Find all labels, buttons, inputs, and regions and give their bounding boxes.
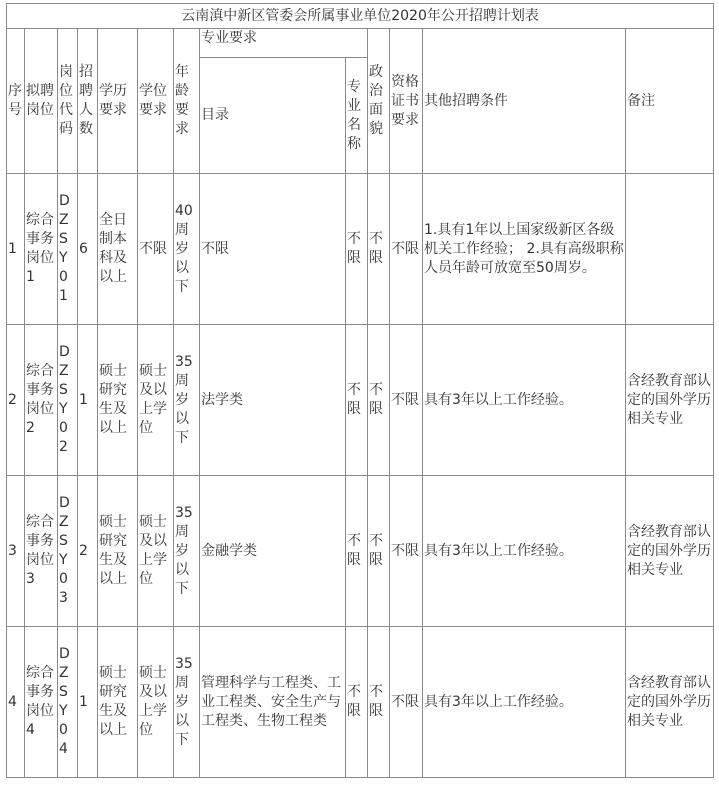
cell-remark: 含经教育部认定的国外学历相关专业	[626, 627, 714, 778]
header-age: 年龄要求	[174, 29, 200, 174]
cell-remark: 含经教育部认定的国外学历相关专业	[626, 325, 714, 476]
cell-age: 40周岁以下	[174, 174, 200, 325]
cell-no: 2	[7, 325, 25, 476]
cell-position: 综合事务岗位4	[25, 627, 58, 778]
cell-position: 综合事务岗位1	[25, 174, 58, 325]
cell-count: 1	[78, 325, 98, 476]
cell-major-name: 不限	[346, 476, 368, 627]
cell-political: 不限	[368, 627, 390, 778]
cell-no: 4	[7, 627, 25, 778]
cell-education: 全日制本科及以上	[98, 174, 138, 325]
cell-age: 35周岁以下	[174, 325, 200, 476]
cell-code: DZSY01	[58, 174, 78, 325]
header-other: 其他招聘条件	[423, 29, 626, 174]
cell-position: 综合事务岗位2	[25, 325, 58, 476]
cell-major-catalog: 金融学类	[200, 476, 346, 627]
header-political: 政治面貌	[368, 29, 390, 174]
header-code: 岗位代码	[58, 29, 78, 174]
cell-degree: 硕士及以上学位	[138, 627, 174, 778]
header-position: 拟聘岗位	[25, 29, 58, 174]
header-major-catalog: 目录	[200, 58, 346, 174]
cell-political: 不限	[368, 476, 390, 627]
table-row	[7, 476, 714, 627]
cell-major-catalog: 法学类	[200, 325, 346, 476]
cell-education: 硕士研究生及以上	[98, 627, 138, 778]
cell-position: 综合事务岗位3	[25, 476, 58, 627]
cell-code: DZSY03	[58, 476, 78, 627]
cell-degree: 不限	[138, 174, 174, 325]
cell-no: 3	[7, 476, 25, 627]
cell-no: 1	[7, 174, 25, 325]
cell-education: 硕士研究生及以上	[98, 476, 138, 627]
cell-certificate: 不限	[390, 174, 423, 325]
cell-major-catalog: 管理科学与工程类、工业工程类、安全生产与工程类、生物工程类	[200, 627, 346, 778]
cell-age: 35周岁以下	[174, 627, 200, 778]
cell-remark: 含经教育部认定的国外学历相关专业	[626, 476, 714, 627]
cell-count: 1	[78, 627, 98, 778]
recruitment-plan-table	[6, 3, 714, 778]
cell-certificate: 不限	[390, 476, 423, 627]
cell-degree: 硕士及以上学位	[138, 325, 174, 476]
cell-count: 6	[78, 174, 98, 325]
cell-other: 具有3年以上工作经验。	[423, 325, 626, 476]
table-row	[7, 325, 714, 476]
cell-certificate: 不限	[390, 627, 423, 778]
header-certificate: 资格证书要求	[390, 29, 423, 174]
cell-other: 具有3年以上工作经验。	[423, 476, 626, 627]
cell-code: DZSY04	[58, 627, 78, 778]
header-remark: 备注	[626, 29, 714, 174]
header-count: 招聘人数	[78, 29, 98, 174]
cell-major-name: 不限	[346, 627, 368, 778]
header-major-name: 专业名称	[346, 58, 368, 174]
header-no: 序号	[7, 29, 25, 174]
header-degree: 学位要求	[138, 29, 174, 174]
cell-age: 35周岁以下	[174, 476, 200, 627]
cell-major-name: 不限	[346, 325, 368, 476]
cell-major-catalog: 不限	[200, 174, 346, 325]
cell-code: DZSY02	[58, 325, 78, 476]
cell-political: 不限	[368, 325, 390, 476]
cell-other: 1.具有1年以上国家级新区各级机关工作经验； 2.具有高级职称人员年龄可放宽至50周岁。	[423, 174, 626, 325]
header-education: 学历要求	[98, 29, 138, 174]
cell-other: 具有3年以上工作经验。	[423, 627, 626, 778]
cell-certificate: 不限	[390, 325, 423, 476]
cell-political: 不限	[368, 174, 390, 325]
cell-major-name: 不限	[346, 174, 368, 325]
table-row	[7, 174, 714, 325]
cell-count: 2	[78, 476, 98, 627]
cell-remark	[626, 174, 714, 325]
cell-education: 硕士研究生及以上	[98, 325, 138, 476]
header-major-group: 专业要求	[200, 29, 368, 58]
cell-degree: 硕士及以上学位	[138, 476, 174, 627]
table-title: 云南滇中新区管委会所属事业单位2020年公开招聘计划表	[7, 4, 714, 29]
table-row	[7, 627, 714, 778]
